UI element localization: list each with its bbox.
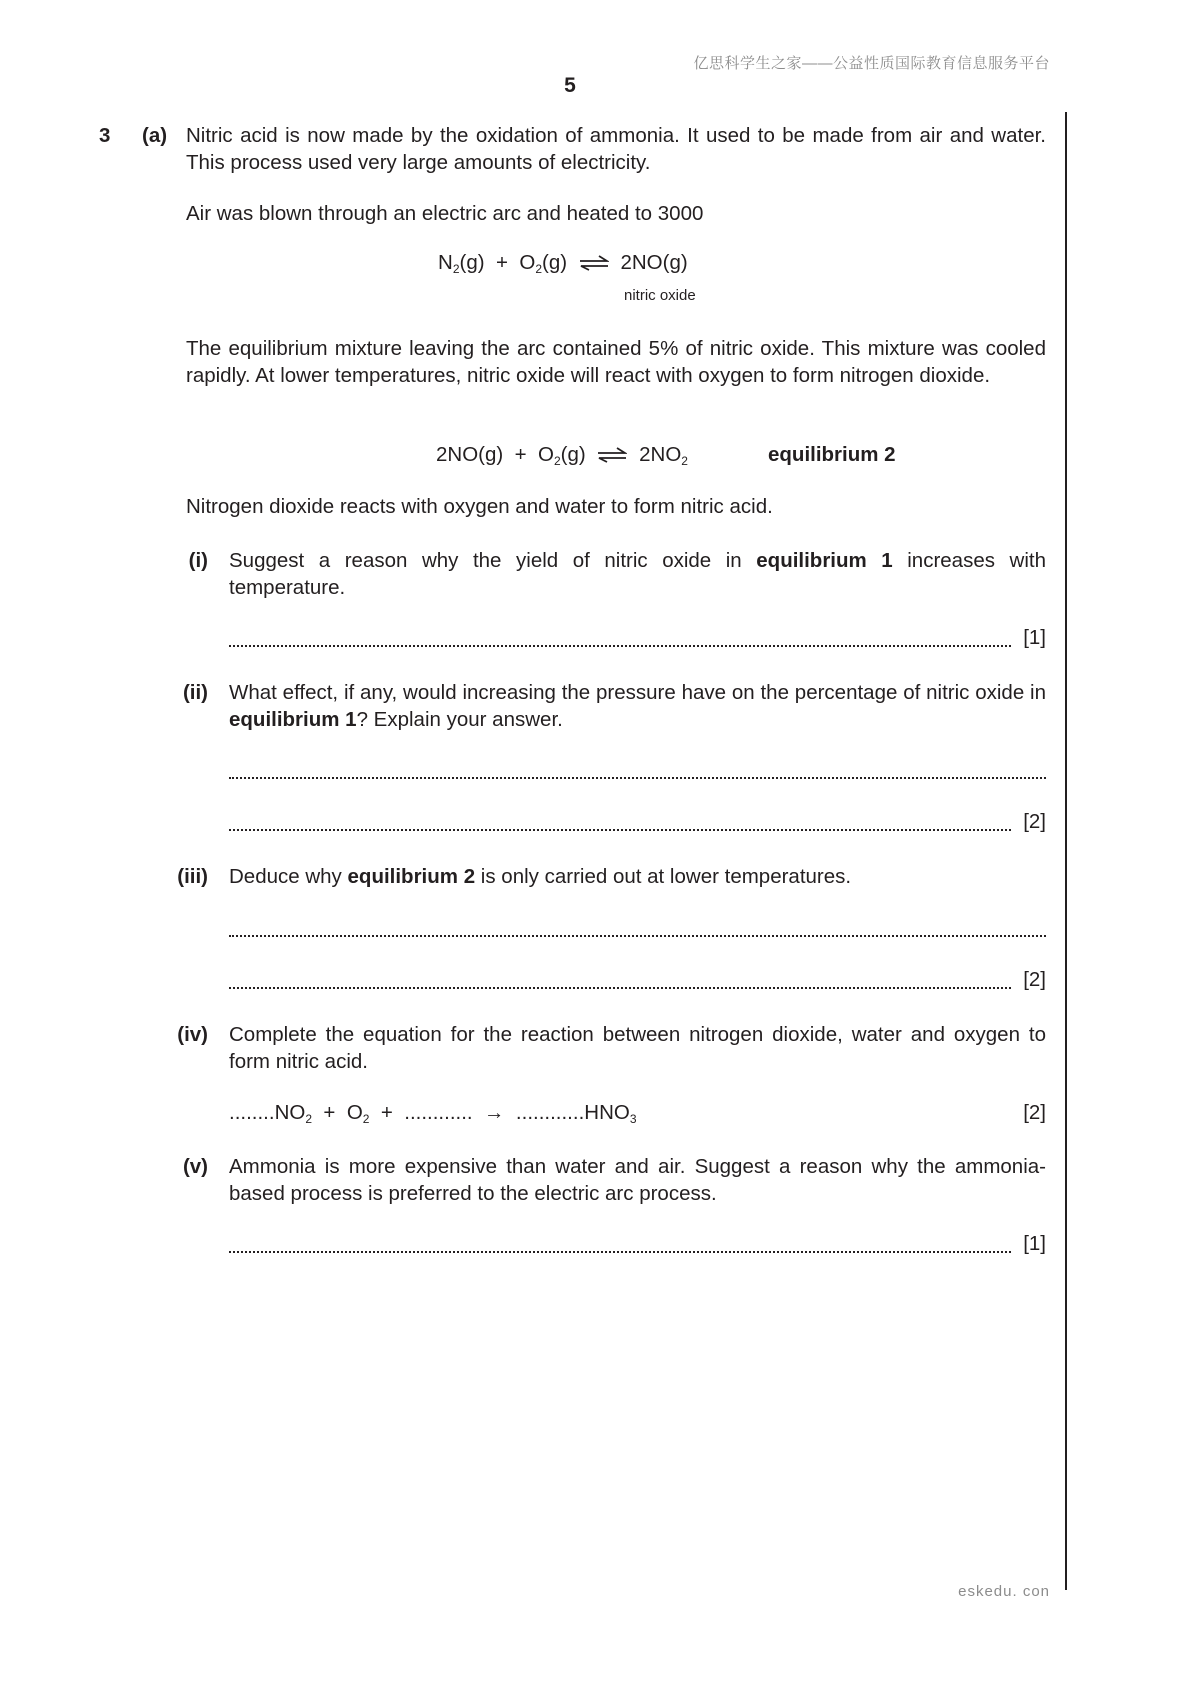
answer-dots[interactable] [229, 829, 1011, 831]
eq-o2-subscript: 2 [362, 1112, 370, 1126]
answer-dots[interactable] [229, 935, 1046, 937]
eq2-o2-state: (g) [560, 443, 586, 466]
part-iv-question: Complete the equation for the reaction between nitrogen dioxide, water and oxygen to form nitric acid. [229, 1023, 1046, 1073]
eq-o2: O [346, 1101, 363, 1124]
part-i-bold: equilibrium 1 [756, 549, 893, 572]
part-i-mark: [1] [1023, 626, 1046, 650]
part-iii-answer-line-2[interactable] [229, 968, 1046, 994]
eq2-o2: O [538, 443, 554, 466]
part-i-text-a: Suggest a reason why the yield of nitric oxide in [229, 549, 757, 572]
eq2-plus: + [514, 443, 527, 466]
nitric-acid-equation [229, 1100, 637, 1127]
eq-no2-subscript: 2 [305, 1112, 313, 1126]
part-iv-label: (iv) [177, 1023, 208, 1046]
part-iii-label: (iii) [177, 865, 208, 888]
part-iv-equation-line [229, 1100, 1046, 1127]
eq-no2: NO [274, 1101, 306, 1124]
part-i-text-b: increases with temperature. [229, 549, 1046, 599]
mixture-paragraph: The equilibrium mixture leaving the arc contained 5% of nitric oxide. This mixture was cooled rapidly. At lower temperatures, nitric oxide will react with oxygen to form nitrogen dioxide. [186, 337, 1046, 387]
part-ii-mark: [2] [1023, 810, 1046, 834]
footer-watermark: eskedu. con [958, 1583, 1050, 1600]
part-ii-answer-line-2[interactable] [229, 810, 1046, 836]
part-ii-bold: equilibrium 1 [229, 707, 357, 731]
part-v-mark: [1] [1023, 1232, 1046, 1256]
equation-1 [438, 250, 688, 277]
eq-plus-2: + [380, 1101, 393, 1124]
part-ii-answer-line-1[interactable] [229, 758, 1046, 784]
eq1-o2-subscript: 2 [535, 262, 542, 276]
answer-dots[interactable] [229, 645, 1011, 647]
part-ii-text-b: ? Explain your answer. [356, 707, 563, 731]
part-i-answer-line[interactable] [229, 626, 1046, 652]
part-iii-mark: [2] [1023, 968, 1046, 992]
eq1-n2-subscript: 2 [452, 262, 460, 276]
part-iii-text-a: Deduce why [229, 865, 348, 888]
eq-blank-2[interactable]: ............ [404, 1101, 473, 1124]
answer-dots[interactable] [229, 777, 1046, 779]
eq2-o2-subscript: 2 [553, 454, 561, 468]
eq1-n2-state: (g) [459, 251, 485, 274]
question-number: 3 [99, 124, 111, 147]
eq-plus-1: + [323, 1101, 336, 1124]
part-i-question [229, 548, 1046, 601]
eq1-n2: N [438, 251, 453, 274]
part-ii-label: (ii) [182, 681, 208, 704]
part-v-answer-line[interactable] [229, 1232, 1046, 1258]
eq-blank-1[interactable]: ........ [229, 1101, 275, 1124]
air-paragraph: Air was blown through an electric arc and heated to 3000 [186, 202, 704, 225]
equilibrium-arrow-icon [579, 255, 609, 271]
eq-hno3: HNO [584, 1101, 630, 1124]
part-ii-question [229, 680, 1046, 733]
intro-paragraph: Nitric acid is now made by the oxidation of ammonia. It used to be made from air and water. This process used very large amounts of electricity. [186, 124, 1046, 174]
eq-hno3-subscript: 3 [629, 1112, 637, 1126]
eq1-product: 2NO(g) [620, 251, 688, 274]
nitric-oxide-label: nitric oxide [624, 287, 696, 304]
reaction-arrow-icon: → [484, 1101, 505, 1124]
eq1-o2-state: (g) [542, 251, 568, 274]
nitrogen-dioxide-paragraph: Nitrogen dioxide reacts with oxygen and water to form nitric acid. [186, 495, 773, 518]
part-v-question: Ammonia is more expensive than water and air. Suggest a reason why the ammonia-based process is preferred to the electric arc process. [229, 1155, 1046, 1205]
part-ii-text-a: What effect, if any, would increasing the pressure have on the percentage of nitric oxide in [229, 681, 1046, 704]
part-iii-text-b: is only carried out at lower temperatures. [475, 865, 852, 888]
answer-dots[interactable] [229, 1251, 1011, 1253]
part-iv-mark: [2] [1023, 1101, 1046, 1124]
eq-blank-3[interactable]: ............ [515, 1101, 585, 1124]
margin-rule [1065, 112, 1067, 1590]
part-i-label: (i) [188, 549, 208, 572]
part-label: (a) [142, 124, 168, 147]
part-iii-bold: equilibrium 2 [347, 865, 476, 888]
eq2-product-subscript: 2 [681, 454, 688, 468]
equilibrium-2-label: equilibrium 2 [768, 443, 896, 466]
part-iii-question [229, 864, 1046, 891]
equilibrium-arrow-icon [597, 447, 627, 463]
header-watermark: 亿思科学生之家——公益性质国际教育信息服务平台 [693, 55, 1050, 72]
part-iii-answer-line-1[interactable] [229, 916, 1046, 942]
equation-2 [436, 442, 688, 469]
part-v-label: (v) [182, 1155, 208, 1178]
answer-dots[interactable] [229, 987, 1011, 989]
eq1-o2: O [519, 251, 536, 274]
eq2-reactant: 2NO(g) [436, 443, 504, 466]
eq2-product: 2NO [639, 443, 682, 466]
eq1-plus: + [495, 251, 508, 274]
page-number: 5 [564, 74, 576, 97]
